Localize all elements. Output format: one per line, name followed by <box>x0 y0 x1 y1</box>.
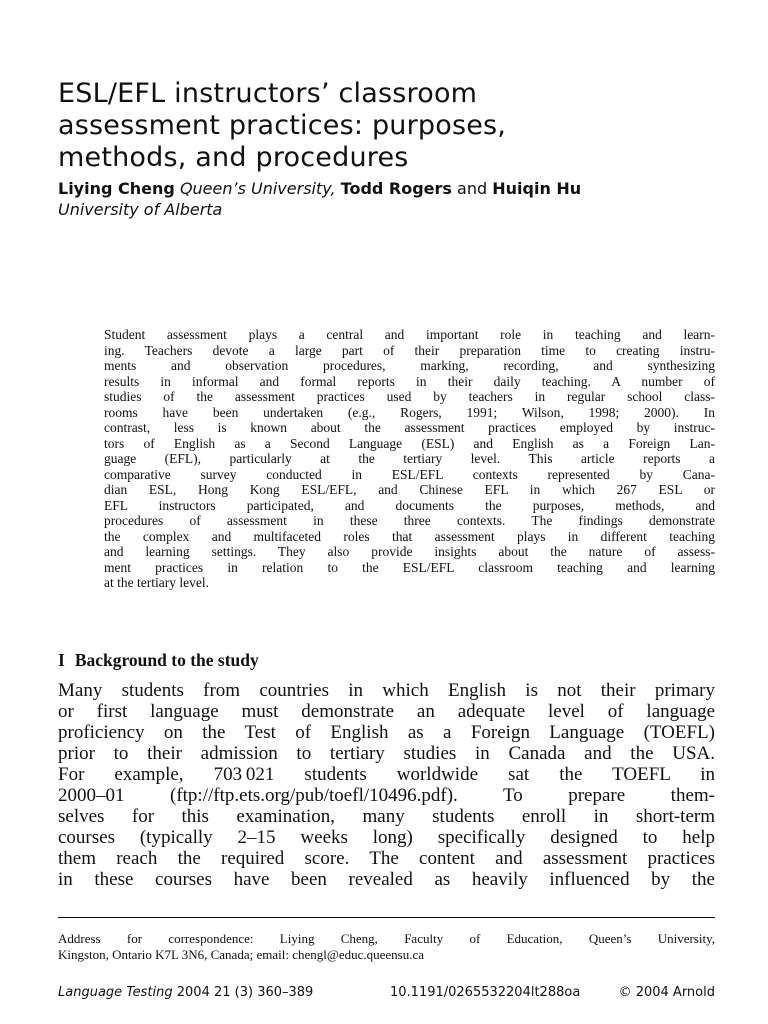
section-number: I <box>58 650 65 670</box>
body-line: or first language must demonstrate an adequate level of language <box>58 701 715 722</box>
abstract-line: ments and observation procedures, marking, recording, and synthesizing <box>104 358 715 373</box>
abstract-line: results in informal and formal reports in their daily teaching. A number of <box>104 373 715 389</box>
abstract-line: contrast, less is known about the assessment practices employed by instruc- <box>104 420 715 435</box>
author-line <box>58 199 738 220</box>
footnote-rule <box>58 917 715 918</box>
doi: 10.1191/0265532204lt288oa <box>390 985 581 1000</box>
body-line: Many students from countries in which English is not their primary <box>58 680 715 701</box>
abstract-line: ing. Teachers devote a large part of their preparation time to creating instru- <box>104 342 715 358</box>
body-line: selves for this examination, many students enroll in short-term <box>58 806 715 827</box>
abstract-line: rooms have been undertaken (e.g., Rogers, 1991; Wilson, 1998; 2000). In <box>104 404 715 420</box>
address-line: Address for correspondence: Liying Cheng, Faculty of Education, Queen’s University, <box>58 931 715 946</box>
abstract-line: guage (EFL), particularly at the tertiary level. This article reports a <box>104 451 715 466</box>
abstract-line: studies of the assessment practices used by teachers in regular school class- <box>104 389 715 404</box>
body-line: courses (typically 2–15 weeks long) specifically designed to help <box>58 827 715 848</box>
title-line: assessment practices: purposes, <box>58 110 507 141</box>
author-line <box>58 178 738 199</box>
abstract-line: ment practices in relation to the ESL/EFL classroom teaching and learning <box>104 559 715 575</box>
section-heading <box>58 650 259 671</box>
page-footer <box>58 985 715 1001</box>
address-line: Kingston, Ontario K7L 3N6, Canada; email: chengl@educ.queensu.ca <box>58 947 424 962</box>
journal-name: Language Testing <box>58 985 173 1000</box>
author-name: Huiqin Hu <box>492 179 582 198</box>
abstract-line: at the tertiary level. <box>104 575 209 590</box>
body-line: proficiency on the Test of English as a Foreign Language (TOEFL) <box>58 722 715 743</box>
body-line: in these courses have been revealed as heavily influenced by the <box>58 869 715 890</box>
abstract <box>104 327 715 591</box>
author-conjunction: and <box>457 179 488 198</box>
correspondence-address <box>58 931 715 963</box>
abstract-line: the complex and multifaceted roles that assessment plays in different teaching <box>104 528 715 544</box>
section-title: Background to the study <box>74 650 259 670</box>
author-affiliation: University of Alberta <box>58 200 223 219</box>
citation: 2004 21 (3) 360–389 <box>176 985 314 1000</box>
author-name: Liying Cheng <box>58 179 175 198</box>
article-title <box>58 78 738 174</box>
body-text <box>58 680 715 890</box>
abstract-line: Student assessment plays a central and important role in teaching and learn- <box>104 327 715 342</box>
abstract-line: comparative survey conducted in ESL/EFL contexts represented by Cana- <box>104 466 715 482</box>
body-line: prior to their admission to tertiary studies in Canada and the USA. <box>58 743 715 764</box>
abstract-line: tors of English as a Second Language (ESL) and English as a Foreign Lan- <box>104 435 715 451</box>
author-name: Todd Rogers <box>340 179 452 198</box>
abstract-line: EFL instructors participated, and documents the purposes, methods, and <box>104 497 715 513</box>
body-line: them reach the required score. The content and assessment practices <box>58 848 715 869</box>
author-affiliation: Queen’s University, <box>179 179 336 198</box>
abstract-line: procedures of assessment in these three contexts. The findings demonstrate <box>104 513 715 528</box>
author-block <box>58 178 738 220</box>
title-line: methods, and procedures <box>58 142 409 173</box>
copyright: © 2004 Arnold <box>618 985 715 1000</box>
abstract-line: and learning settings. They also provide insights about the nature of assess- <box>104 544 715 559</box>
abstract-line: dian ESL, Hong Kong ESL/EFL, and Chinese EFL in which 267 ESL or <box>104 482 715 497</box>
title-line: ESL/EFL instructors’ classroom <box>58 78 478 109</box>
body-line: For example, 703 021 students worldwide sat the TOEFL in <box>58 764 715 785</box>
body-line: 2000–01 (ftp://ftp.ets.org/pub/toefl/10496.pdf). To prepare them- <box>58 785 715 806</box>
